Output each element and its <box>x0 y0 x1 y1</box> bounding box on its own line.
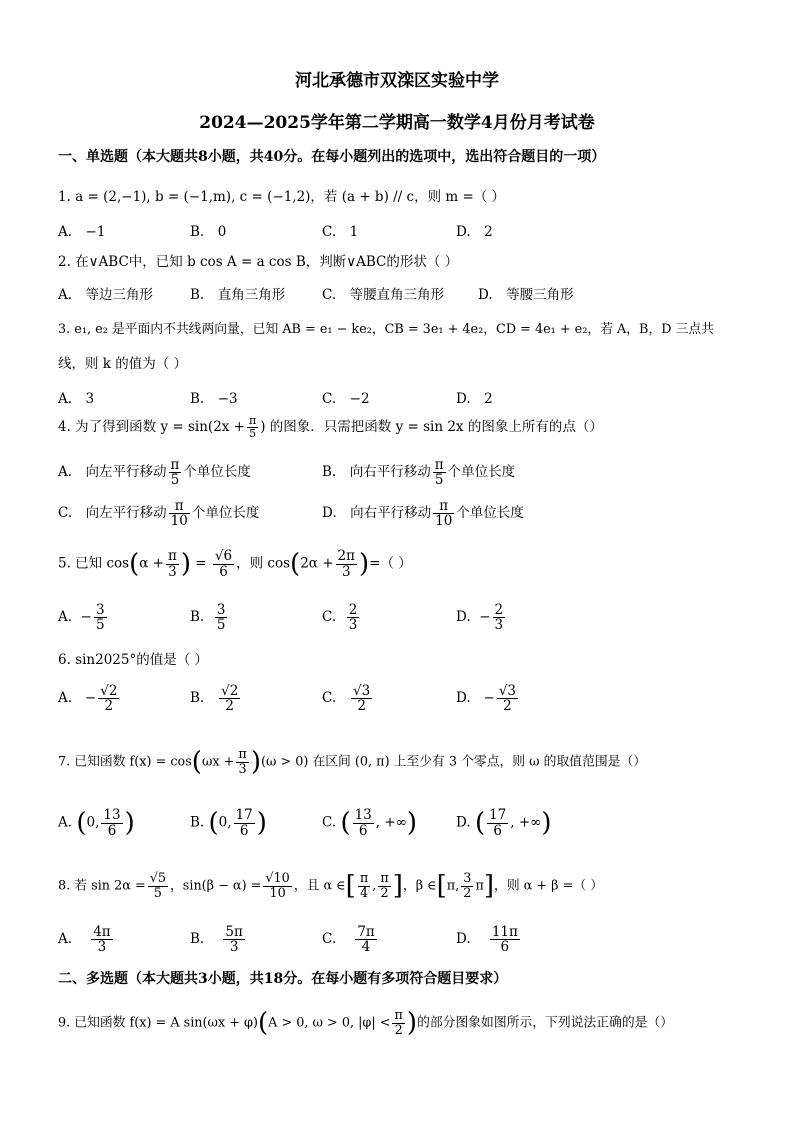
q7-stem-post: (ω > 0) 在区间 (0, π) 上至少有 3 个零点，则 ω 的取值范围是（） <box>260 754 647 770</box>
q1-option-b: B. 0 <box>190 224 227 240</box>
q7-a-label: A. <box>58 814 73 831</box>
q5-c-label: C. <box>322 609 337 626</box>
q8-two: 2 <box>380 885 389 901</box>
q8-c-label: C. <box>322 931 337 948</box>
q6-b-label: B. <box>190 690 205 707</box>
q5-option-a <box>58 603 109 632</box>
q5-b-label: B. <box>190 609 205 626</box>
q8-b-label: B. <box>190 931 205 948</box>
q6-d-num: √3 <box>498 683 517 699</box>
q8-d-num: 11π <box>491 924 518 940</box>
q8-a-den: 3 <box>97 939 107 956</box>
q7-a-num: 13 <box>103 807 121 824</box>
q8-pi-1: π <box>359 871 369 887</box>
q5-six: 6 <box>219 563 228 580</box>
q7-option-a: A. (0, $\frac{13}{6}$ ) <box>58 807 135 839</box>
q5-stem-post: =（ ） <box>369 555 412 572</box>
q6-b-num: √2 <box>221 683 239 699</box>
q7-c-label: C. <box>322 814 337 831</box>
q2-option-d: D. 等腰三角形 <box>478 287 574 303</box>
q5-two-alpha-plus: 2α + <box>300 555 334 572</box>
q8-d-label: D. <box>456 931 471 948</box>
q5-a-num: 3 <box>95 602 105 618</box>
q2-option-b: B. 直角三角形 <box>190 287 286 303</box>
q8-a-num: 4π <box>93 924 111 940</box>
q4-c-num: π <box>169 499 190 514</box>
q8-option-d <box>456 925 522 954</box>
q4-option-d <box>322 499 524 528</box>
q7-b-left: 0, <box>218 814 232 831</box>
q5-a-label: A. <box>58 609 73 626</box>
q1-option-c: C. 1 <box>322 224 359 240</box>
q8-five: 5 <box>153 885 162 901</box>
q3-option-c: C. −2 <box>322 391 370 407</box>
q6-a-num: √2 <box>100 683 118 699</box>
q4-option-b <box>322 458 515 487</box>
q5-option-b <box>190 603 229 632</box>
q9-stem-pre: 9. 已知函数 f(x) = A sin(ωx + φ) <box>58 1015 258 1031</box>
q8-option-b <box>190 925 247 954</box>
q8-four: 4 <box>359 885 369 901</box>
q6-d-label: D. <box>456 690 471 707</box>
q7-option-d: D. ( $\frac{17}{6}$ , +∞) <box>456 807 552 839</box>
q5-sqrt6: √6 <box>214 548 233 565</box>
q6-option-c <box>322 684 374 713</box>
q7-a-left: 0, <box>86 814 100 831</box>
q5-d-label: D. <box>456 609 471 626</box>
q7-d-label: D. <box>456 814 471 831</box>
q4-b-num: π <box>434 457 444 473</box>
q4-a-num: π <box>170 457 180 473</box>
q8-pi-2: π <box>380 871 389 887</box>
q8-three-num: 3 <box>463 871 472 887</box>
q8-sqrt5: √5 <box>149 871 166 887</box>
q4-stem-pre: 4. 为了得到函数 y = sin(2x + <box>58 419 245 435</box>
q6-a-label: A. <box>58 690 73 707</box>
q7-three: 3 <box>238 761 247 777</box>
q8-option-c <box>322 925 379 954</box>
q6-d-sign: − <box>483 690 495 707</box>
q5-c-den: 3 <box>348 617 358 634</box>
q6-c-num: √3 <box>353 683 371 699</box>
question-8-stem: 8. 若 sin 2α = $\frac{√5}{5}$ ，sin(β − α) = $\frac{√10}{10}$ ，且 α ∈[ $\frac{\pi}{4}$ , $\frac{\pi}{2}$ ]，β ∈[π, $\frac{3}{2}$ π]，则 α + β =（ ） <box>58 871 604 901</box>
q8-c-den: 4 <box>361 939 371 956</box>
q8-stem-f: ，则 α + β =（ ） <box>494 878 604 894</box>
q8-a-label: A. <box>58 931 73 948</box>
section-title-multi-choice: 二、多选题（本大题共3小题，共18分。在每小题有多项符合题目要求） <box>58 971 508 987</box>
question-4-stem <box>58 415 603 440</box>
q5-two-pi: 2π <box>337 548 355 565</box>
q7-b-label: B. <box>190 814 205 831</box>
q6-d-den: 2 <box>503 698 512 715</box>
q5-pi: π <box>167 548 177 565</box>
q3-option-b: B. −3 <box>190 391 238 407</box>
q5-alpha-plus: α + <box>139 555 164 572</box>
q4-b-den: 5 <box>434 472 444 489</box>
q2-option-a: A. 等边三角形 <box>58 287 154 303</box>
q8-stem-a: 8. 若 sin 2α = <box>58 878 146 894</box>
question-3-stem-line1: 3. e₁, e₂ 是平面内不共线两向量，已知 AB = e₁ − ke₂，CB = 3e₁ + 4e₂，CD = 4e₁ + e₂，若 A，B，D 三点共 <box>58 322 714 337</box>
q5-option-d <box>456 603 507 632</box>
q3-option-d: D. 2 <box>456 391 493 407</box>
q4-d-num: π <box>433 499 454 514</box>
q7-option-b: B. (0, $\frac{17}{6}$ ) <box>190 807 267 839</box>
q4-frac-den: 5 <box>249 427 257 440</box>
q4-option-c <box>58 499 259 528</box>
question-5-stem: 5. 已知 cos(α + $\frac{\pi}{3}$ ) = $\frac{√6}{6}$ ，则 cos(2α + $\frac{2\pi}{3}$ )=（ ） <box>58 548 412 580</box>
q5-c-num: 2 <box>348 602 358 618</box>
q4-frac-num: π <box>249 414 257 428</box>
school-name: 河北承德市双滦区实验中学 <box>295 71 499 91</box>
q8-d-den: 6 <box>500 939 510 956</box>
question-7-stem: 7. 已知函数 f(x) = cos(ωx + $\frac{\pi}{3}$ )(ω > 0) 在区间 (0, π) 上至少有 3 个零点，则 ω 的取值范围是（） <box>58 747 647 777</box>
q5-stem-mid: ，则 cos <box>236 555 291 572</box>
q7-d-den: 6 <box>493 822 502 839</box>
q7-d-num: 17 <box>489 807 507 824</box>
q8-c-num: 7π <box>357 924 375 940</box>
q2-option-c: C. 等腰直角三角形 <box>322 287 445 303</box>
q4-a-unit: 个单位长度 <box>183 464 251 481</box>
q8-option-a <box>58 925 115 954</box>
q8-stem-b: ，sin(β − α) = <box>169 878 262 894</box>
q5-a-den: 5 <box>95 617 105 634</box>
q9-pi: π <box>394 1008 403 1024</box>
q6-option-d <box>456 684 520 713</box>
q4-option-c-text: C. 向左平行移动 <box>58 505 167 522</box>
q4-c-unit: 个单位长度 <box>191 505 260 522</box>
q5-d-num: 2 <box>494 602 504 618</box>
q9-two: 2 <box>394 1022 403 1038</box>
q5-three: 3 <box>168 563 177 580</box>
q8-two-den: 2 <box>463 885 472 901</box>
q8-sqrt10: √10 <box>265 871 290 887</box>
q5-b-den: 5 <box>216 617 226 634</box>
q7-c-den: 6 <box>358 822 368 839</box>
q4-option-d-text: D. 向右平行移动 <box>322 505 432 522</box>
q1-option-d: D. 2 <box>456 224 493 240</box>
q9-cond: A > 0, ω > 0, |φ| < <box>268 1015 391 1031</box>
q5-d-den: 3 <box>494 617 504 634</box>
q7-stem-pre: 7. 已知函数 f(x) = cos <box>58 754 192 770</box>
q8-stem-c: ，且 α ∈ <box>293 878 346 894</box>
q6-b-den: 2 <box>225 698 234 715</box>
question-1-stem: 1. a = (2,−1), b = (−1,m), c = (−1,2)，若 (a + b) // c，则 m =（ ） <box>58 189 506 205</box>
q1-option-a: A. −1 <box>58 224 106 240</box>
q6-c-label: C. <box>322 690 337 707</box>
q3-option-a: A. 3 <box>58 391 95 407</box>
q8-b-den: 3 <box>229 939 239 956</box>
q8-ten: 10 <box>269 885 286 901</box>
question-6-stem: 6. sin2025°的值是（ ） <box>58 652 209 668</box>
q6-option-a <box>58 684 121 713</box>
question-3-stem-line2: 线，则 k 的值为（ ） <box>58 356 188 372</box>
q7-b-den: 6 <box>239 822 249 839</box>
q8-stem-e: π <box>475 878 484 894</box>
q5-option-c <box>322 603 361 632</box>
q6-a-sign: − <box>84 690 97 707</box>
q5-a-sign: − <box>80 609 92 626</box>
q5-three-2: 3 <box>341 563 351 580</box>
question-9-stem: 9. 已知函数 f(x) = A sin(ωx + φ)(A > 0, ω > 0, |φ| < $\frac{\pi}{2}$ )的部分图象如图所示，下列说法正确的是（） <box>58 1008 673 1038</box>
q7-b-num: 17 <box>235 807 253 824</box>
q7-c-tail: , +∞ <box>375 814 407 831</box>
q5-b-num: 3 <box>216 602 226 618</box>
q7-d-tail: , +∞ <box>510 814 542 831</box>
q4-stem-post: ) 的图象．只需把函数 y = sin 2x 的图象上所有的点（） <box>260 419 603 435</box>
exam-title: 2024—2025学年第二学期高一数学4月份月考试卷 <box>199 113 595 133</box>
q4-option-b-text: B. 向右平行移动 <box>322 464 431 481</box>
q4-b-unit: 个单位长度 <box>447 464 516 481</box>
q6-option-b <box>190 684 242 713</box>
q8-pi-comma: π, <box>446 878 460 894</box>
q6-c-den: 2 <box>357 698 366 715</box>
q7-option-c: C. ( $\frac{13}{6}$ , +∞) <box>322 807 418 839</box>
q4-option-a <box>58 458 251 487</box>
q8-stem-d: ，β ∈ <box>402 878 437 894</box>
q5-stem-pre: 5. 已知 cos <box>58 555 130 572</box>
q4-d-den: 10 <box>435 513 453 530</box>
q4-a-den: 5 <box>170 472 180 489</box>
q4-option-a-text: A. 向左平行移动 <box>58 464 167 481</box>
question-2-stem: 2. 在∨ABC中，已知 b cos A = a cos B，判断∨ABC的形状（ ） <box>58 254 459 270</box>
q9-stem-post: 的部分图象如图所示，下列说法正确的是（） <box>417 1015 673 1031</box>
q7-pi: π <box>238 747 247 763</box>
q4-d-unit: 个单位长度 <box>456 505 524 522</box>
section-title-single-choice: 一、单选题（本大题共8小题，共40分。在每小题列出的选项中，选出符合题目的一项） <box>58 149 606 165</box>
q7-a-den: 6 <box>107 822 117 839</box>
q6-a-den: 2 <box>104 698 114 715</box>
q7-stem-inner: ωx + <box>201 754 235 770</box>
q7-c-num: 13 <box>354 807 372 824</box>
q4-c-den: 10 <box>170 513 188 530</box>
q8-b-num: 5π <box>225 924 243 940</box>
q5-d-sign: − <box>479 609 491 626</box>
